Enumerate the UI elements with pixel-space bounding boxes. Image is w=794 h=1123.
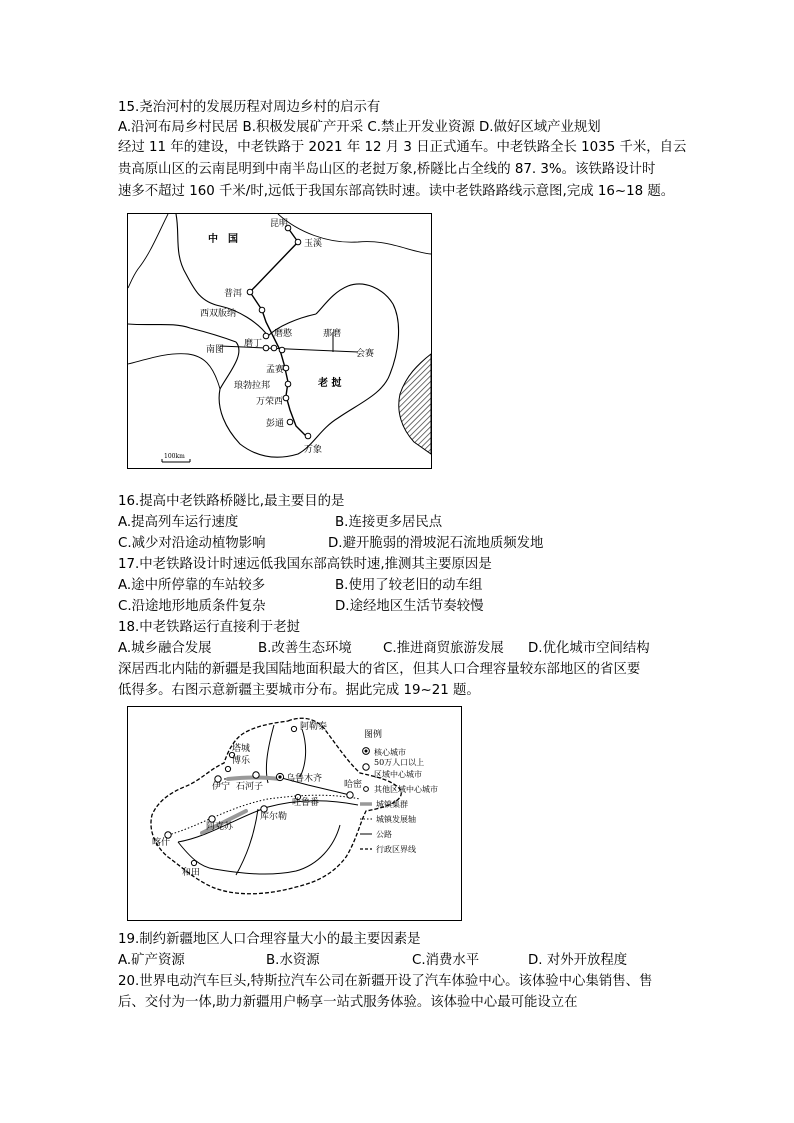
label-luangprabang: 琅勃拉邦 <box>234 381 271 391</box>
legend-big-city-1: 50万人口以上 <box>374 758 425 767</box>
legend-axis: 城镇发展轴 <box>376 815 416 824</box>
station-mohan <box>263 333 269 339</box>
label-namtha: 南图 <box>206 345 225 355</box>
label-puer: 普洱 <box>224 289 243 299</box>
legend-other-city: 其他区域中心城市 <box>374 785 438 794</box>
q15-options: A.沿河布局乡村民居 B.积极发展矿产开采 C.禁止开发业资源 D.做好区域产业规划 <box>118 120 601 135</box>
xinjiang-cities-map <box>127 706 462 921</box>
passage1-line3: 速多不超过 160 千米/时,远低于我国东部高铁时速。读中老铁路路线示意图,完成 16~18 题。 <box>118 184 675 199</box>
label-vientiane: 万象 <box>304 445 323 455</box>
station-vangvieng <box>283 395 289 401</box>
q18-option-c: C.推进商贸旅游发展 <box>383 641 504 656</box>
q16-row2 <box>118 534 678 554</box>
legend-title: 图例 <box>364 730 383 740</box>
label-turpan: 吐鲁番 <box>292 798 320 808</box>
passage1-line1: 经过 11 年的建设，中老铁路于 2021 年 12 月 3 日正式通车。中老铁路全长 1035 千米，自云 <box>118 140 687 155</box>
label-china: 中 国 <box>208 234 238 245</box>
q17-option-d: D.途经地区生活节奏较慢 <box>335 599 484 614</box>
passage2-line1: 深居西北内陆的新疆是我国陆地面积最大的省区，但其人口合理容量较东部地区的省区要 <box>118 662 641 677</box>
station-nateuy <box>279 347 285 353</box>
station-yuxi <box>295 239 301 245</box>
label-nateuy: 那磨 <box>323 329 342 339</box>
q16-stem: 16.提高中老铁路桥隧比,最主要目的是 <box>118 494 345 509</box>
q17-row2 <box>118 597 678 617</box>
station-namtha <box>263 345 269 351</box>
city-hami <box>347 792 353 798</box>
q19-option-b: B.水资源 <box>266 953 320 968</box>
legend-road: 公路 <box>376 830 392 839</box>
label-boten: 磨丁 <box>244 339 263 349</box>
city-hotan <box>191 860 196 865</box>
q19-stem: 19.制约新疆地区人口合理容量大小的最主要因素是 <box>118 932 421 947</box>
station-boten <box>271 345 277 351</box>
city-urumqi <box>278 775 281 778</box>
q17-option-a: A.途中所停靠的车站较多 <box>118 578 266 593</box>
q19-options <box>118 951 678 971</box>
label-mohan: 磨憨 <box>274 329 293 339</box>
label-hotan: 和田 <box>182 868 201 878</box>
q16-option-a: A.提高列车运行速度 <box>118 515 239 530</box>
scale-label: 100km <box>164 453 185 460</box>
label-yuxi: 玉溪 <box>304 239 323 249</box>
legend-cluster: 城镇集群 <box>376 800 408 809</box>
label-yining: 伊宁 <box>212 782 231 792</box>
label-altay: 阿勒泰 <box>300 722 328 732</box>
q19-option-c: C.消费水平 <box>412 953 480 968</box>
q18-option-b: B.改善生态环境 <box>258 641 352 656</box>
china-laos-railway-map <box>127 213 432 469</box>
q17-option-b: B.使用了较老旧的动车组 <box>335 578 483 593</box>
legend-big-city-2: 区域中心城市 <box>374 770 422 779</box>
label-xishuangbanna: 西双版纳 <box>200 309 237 319</box>
label-laos: 老 挝 <box>318 378 342 389</box>
label-kunming: 昆明 <box>270 219 289 229</box>
q16-option-d: D.避开脆弱的滑坡泥石流地质频发地 <box>328 536 544 551</box>
q18-options <box>118 639 678 659</box>
q19-option-a: A.矿产资源 <box>118 953 185 968</box>
label-hami: 哈密 <box>344 780 363 790</box>
map-legend <box>360 728 438 854</box>
station-xishuangbanna <box>259 307 265 313</box>
label-vangvieng: 万荣西 <box>256 397 284 407</box>
label-korla: 库尔勒 <box>260 812 288 822</box>
label-houayxay: 会赛 <box>356 349 375 359</box>
passage2-line2: 低得多。右图示意新疆主要城市分布。据此完成 19~21 题。 <box>118 683 480 698</box>
q17-row1 <box>118 576 678 596</box>
label-tacheng: 塔城 <box>232 744 251 754</box>
station-phonhong <box>287 419 293 425</box>
q18-option-d: D.优化城市空间结构 <box>528 641 650 656</box>
legend-border: 行政区界线 <box>376 845 416 854</box>
station-puer <box>247 289 253 295</box>
q15-stem: 15.尧治河村的发展历程对周边乡村的启示有 <box>118 100 381 115</box>
label-muangxay: 孟赛 <box>266 365 285 375</box>
station-muangxay <box>283 365 289 371</box>
label-phonhong: 彭通 <box>266 419 285 429</box>
q17-stem: 17.中老铁路设计时速远低我国东部高铁时速,推测其主要原因是 <box>118 557 492 572</box>
q16-option-b: B.连接更多居民点 <box>335 515 443 530</box>
label-shihezi: 石河子 <box>236 782 264 792</box>
q16-option-c: C.减少对沿途动植物影响 <box>118 536 266 551</box>
city-altay <box>291 726 296 731</box>
city-shihezi <box>253 772 259 778</box>
label-aksu: 阿克苏 <box>206 822 234 832</box>
q20-line1: 20.世界电动汽车巨头,特斯拉汽车公司在新疆开设了汽车体验中心。该体验中心集销售、售 <box>118 974 653 989</box>
q19-option-d: D. 对外开放程度 <box>528 953 628 968</box>
passage1-line2: 贵高原山区的云南昆明到中南半岛山区的老挝万象,桥隧比占全线的 87. 3%。该铁路设计时 <box>118 162 656 177</box>
q18-option-a: A.城乡融合发展 <box>118 641 212 656</box>
label-bole: 博乐 <box>232 756 251 766</box>
legend-core-city: 核心城市 <box>374 748 406 757</box>
label-kashgar: 喀什 <box>152 838 171 848</box>
city-bole <box>225 766 230 771</box>
q17-option-c: C.沿途地形地质条件复杂 <box>118 599 266 614</box>
station-vientiane <box>305 433 311 439</box>
q16-row1 <box>118 513 678 533</box>
station-luangprabang <box>285 381 291 387</box>
label-urumqi: 乌鲁木齐 <box>286 774 323 784</box>
q18-stem: 18.中老铁路运行直接利于老挝 <box>118 620 300 635</box>
q20-line2: 后、交付为一体,助力新疆用户畅享一站式服务体验。该体验中心最可能设立在 <box>118 995 578 1010</box>
